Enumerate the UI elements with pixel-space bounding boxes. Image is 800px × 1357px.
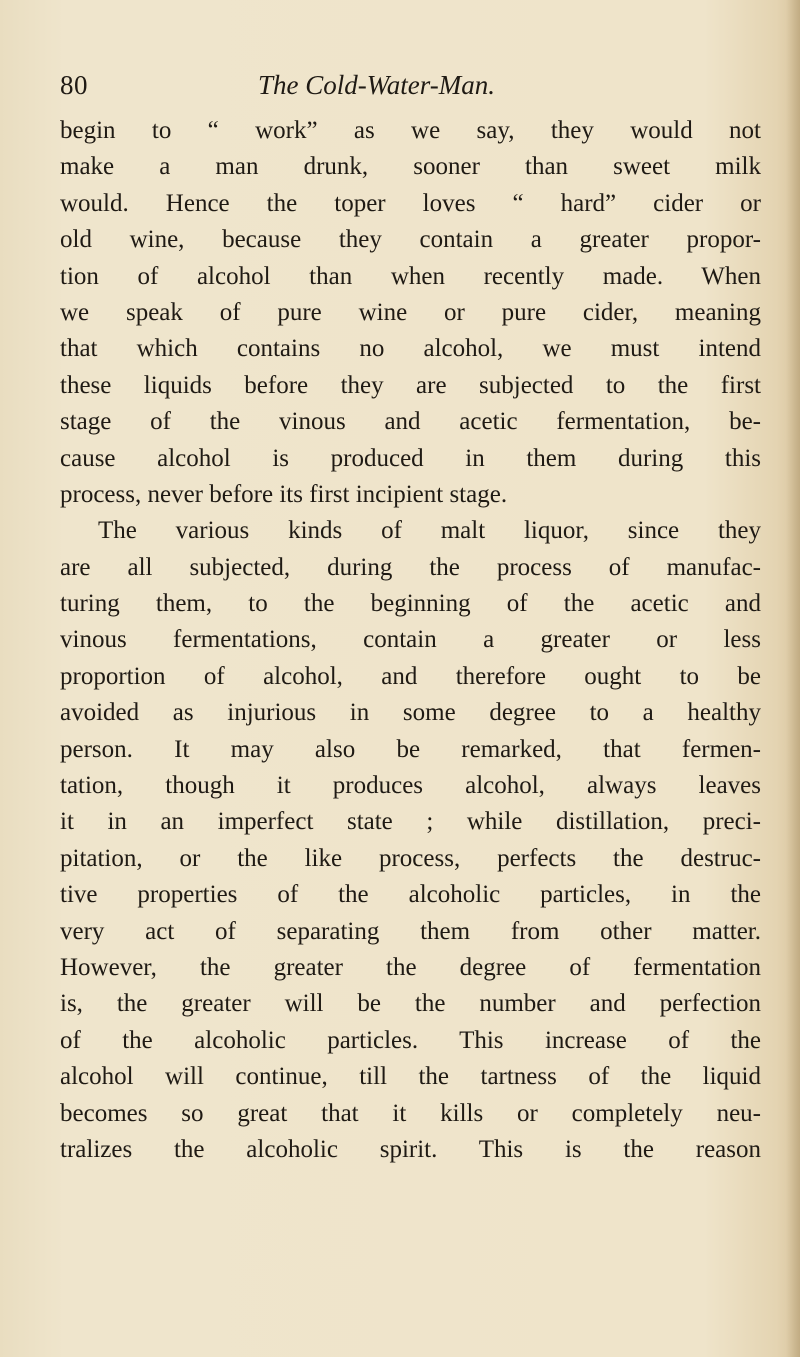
text-line: alcohol will continue, till the tartness of the liquid bbox=[60, 1063, 761, 1091]
text-line: make a man drunk, sooner than sweet milk bbox=[60, 153, 761, 181]
text-line: tralizes the alcoholic spirit. This is the reason bbox=[60, 1135, 761, 1163]
text-line: begin to “ work” as we say, they would not bbox=[60, 117, 761, 144]
page-edge-shadow bbox=[786, 0, 800, 1357]
text-line: very act of separating them from other matter. bbox=[60, 917, 761, 945]
page-number: 80 bbox=[60, 70, 88, 100]
text-line: would. Hence the toper loves “ hard” cider or bbox=[60, 189, 761, 217]
text-line: turing them, to the beginning of the acetic and bbox=[60, 590, 761, 618]
text-line: becomes so great that it kills or completely neu- bbox=[60, 1099, 761, 1127]
text-line: tation, though it produces alcohol, always leaves bbox=[60, 772, 761, 800]
text-line: cause alcohol is produced in them during this bbox=[60, 444, 761, 472]
text-line: tion of alcohol than when recently made. When bbox=[60, 262, 761, 290]
text-line: are all subjected, during the process of manufac- bbox=[60, 553, 761, 581]
text-line: pitation, or the like process, perfects the destruc- bbox=[60, 844, 761, 872]
text-line: is, the greater will be the number and perfection bbox=[60, 990, 761, 1018]
paragraph-start-line: The various kinds of malt liquor, since they bbox=[98, 517, 761, 545]
page-header bbox=[60, 70, 760, 110]
text-line: of the alcoholic particles. This increase of the bbox=[60, 1026, 761, 1054]
text-line: we speak of pure wine or pure cider, meaning bbox=[60, 298, 761, 326]
text-line: that which contains no alcohol, we must intend bbox=[60, 335, 761, 363]
text-line: proportion of alcohol, and therefore ought to be bbox=[60, 662, 761, 690]
body-text bbox=[60, 113, 761, 1168]
text-line: vinous fermentations, contain a greater or less bbox=[60, 626, 761, 654]
text-line: However, the greater the degree of fermentation bbox=[60, 953, 761, 981]
text-line: these liquids before they are subjected to the first bbox=[60, 371, 761, 399]
text-line: process, never before its first incipient stage. bbox=[60, 480, 508, 508]
text-line: stage of the vinous and acetic fermentation, be- bbox=[60, 408, 761, 436]
text-line: tive properties of the alcoholic particles, in the bbox=[60, 881, 761, 909]
text-line: person. It may also be remarked, that fermen- bbox=[60, 735, 761, 763]
running-title: The Cold-Water-Man. bbox=[258, 70, 495, 100]
text-line: avoided as injurious in some degree to a healthy bbox=[60, 699, 761, 727]
text-line: old wine, because they contain a greater propor- bbox=[60, 226, 761, 254]
text-line: it in an imperfect state ; while distillation, preci- bbox=[60, 808, 761, 836]
